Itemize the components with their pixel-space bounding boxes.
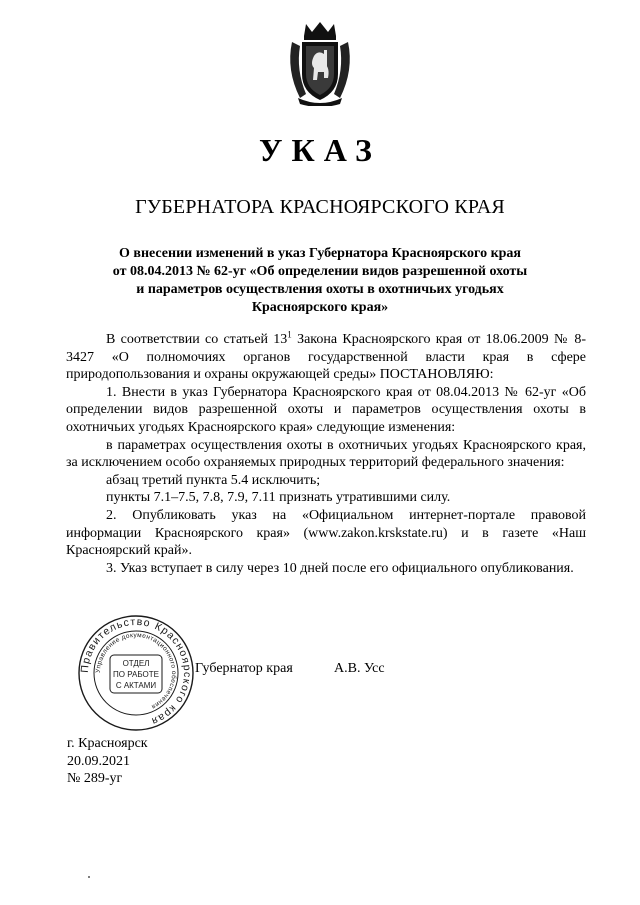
signature-name: А.В. Усс <box>334 661 385 676</box>
scan-speck <box>88 876 90 878</box>
paragraph-preamble: В соответствии со статьей $13^1$ Закона Красноярского края от 18.06.2009 № 8-3427 «О полномочиях органов государственной власти края в сфере природопользования и охраны окружающей среды» ПОСТАНОВЛЯЮ: <box>66 329 586 383</box>
paragraph-item-1-sub-a: абзац третий пункта 5.4 исключить; <box>106 472 321 488</box>
stamp-center-line: ОТДЕЛ <box>122 659 150 668</box>
subject-line: и параметров осуществления охоты в охотничьих угодьях <box>136 282 504 297</box>
stamp-outer-text: Правительство Красноярского края <box>78 615 194 728</box>
signature-title: Губернатор края <box>195 661 293 676</box>
issue-city: г. Красноярск <box>67 736 148 751</box>
paragraph-item-3: 3. Указ вступает в силу через 10 дней после его официального опубликования. <box>106 560 574 576</box>
superscript: 1 <box>287 329 292 340</box>
stamp-inner-text: Управление документационного обеспечения <box>94 631 178 711</box>
official-stamp <box>76 613 196 733</box>
issue-date: 20.09.2021 <box>67 753 130 769</box>
subject-line: от 08.04.2013 № 62-уг «Об определении видов разрешенной охоты <box>112 264 528 279</box>
subject-line: О внесении изменений в указ Губернатора Красноярского края <box>119 246 521 261</box>
paragraph-item-2: 2. Опубликовать указ на «Официальном интернет-портале правовой информации Красноярского края» (www.zakon.krskstate.ru) и в газете «Наш Красноярский край». <box>66 507 586 559</box>
paragraph-item-1-detail: в параметрах осуществления охоты в охотничьих угодьях Красноярского края, за исключением особо охраняемых природных территорий федерального значения: <box>66 437 586 471</box>
coat-of-arms-icon <box>284 20 356 106</box>
subject-line: Красноярского края» <box>251 300 389 315</box>
paragraph-item-1: 1. Внести в указ Губернатора Красноярского края от 08.04.2013 № 62-уг «Об определении видов разрешенной охоты и параметров осуществления охоты в охотничьих угодьях Красноярского края» следующие изменения: <box>66 384 586 435</box>
decree-body <box>66 331 586 577</box>
decree-subject <box>80 245 560 317</box>
decree-number: № 289-уг <box>67 771 123 787</box>
document-footer <box>67 735 148 788</box>
stamp-center-line: С АКТАМИ <box>115 681 157 690</box>
paragraph-item-1-sub-b: пункты 7.1–7.5, 7.8, 7.9, 7.11 признать утратившими силу. <box>106 490 451 506</box>
document-type: УКАЗ <box>259 132 381 168</box>
issuer-title: ГУБЕРНАТОРА КРАСНОЯРСКОГО КРАЯ <box>135 196 505 218</box>
stamp-center-line: ПО РАБОТЕ <box>113 670 159 679</box>
